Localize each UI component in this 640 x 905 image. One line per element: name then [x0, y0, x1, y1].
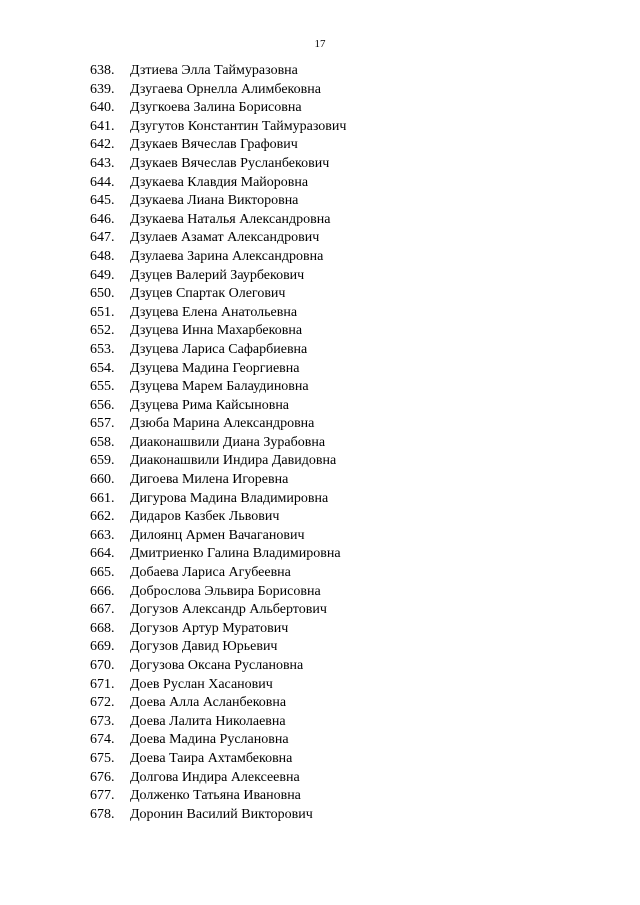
list-item	[0, 248, 640, 267]
entry-number: 646.	[90, 211, 115, 227]
entry-number: 665.	[90, 565, 115, 581]
entry-name: Догузов Артур Муратович	[130, 620, 289, 636]
list-item	[0, 601, 640, 620]
list-item	[0, 360, 640, 379]
entry-number: 649.	[90, 267, 115, 283]
list-item	[0, 508, 640, 527]
entry-number: 641.	[90, 118, 115, 134]
entry-name: Догузов Александр Альбертович	[130, 602, 327, 618]
list-item	[0, 62, 640, 81]
list-item	[0, 174, 640, 193]
entry-number: 643.	[90, 155, 115, 171]
entry-number: 675.	[90, 750, 115, 766]
entry-name: Дзукаев Вячеслав Русланбекович	[130, 155, 330, 171]
entry-name: Дзугкоева Залина Борисовна	[130, 100, 302, 116]
entry-number: 678.	[90, 806, 115, 822]
list-item	[0, 620, 640, 639]
entry-number: 653.	[90, 341, 115, 357]
list-item	[0, 583, 640, 602]
entry-name: Добаева Лариса Агубеевна	[130, 565, 291, 581]
list-item	[0, 118, 640, 137]
entry-name: Дзтиева Элла Таймуразовна	[130, 63, 298, 78]
entry-name: Диаконашвили Индира Давидовна	[130, 453, 337, 469]
list-item	[0, 638, 640, 657]
entry-name: Дзюба Марина Александровна	[130, 416, 315, 432]
entry-name: Догузов Давид Юрьевич	[130, 639, 278, 655]
entry-number: 667.	[90, 602, 115, 618]
list-item	[0, 676, 640, 695]
list-item	[0, 750, 640, 769]
entry-name: Доронин Василий Викторович	[130, 806, 313, 822]
entry-name: Доева Лалита Николаевна	[130, 713, 286, 729]
entry-name: Дзугутов Константин Таймуразович	[130, 118, 347, 134]
list-item	[0, 731, 640, 750]
entry-name: Долгова Индира Алексеевна	[130, 769, 300, 785]
list-item	[0, 806, 640, 825]
entry-number: 638.	[90, 63, 115, 78]
entry-name: Дилоянц Армен Вачаганович	[130, 527, 305, 543]
entry-number: 660.	[90, 472, 115, 488]
list-item	[0, 229, 640, 248]
entry-number: 645.	[90, 193, 115, 209]
entry-number: 652.	[90, 323, 115, 339]
entry-number: 664.	[90, 546, 115, 562]
entry-name: Доев Руслан Хасанович	[130, 676, 273, 692]
list-item	[0, 322, 640, 341]
entry-number: 661.	[90, 490, 115, 506]
list-item	[0, 304, 640, 323]
entry-name: Дзулаева Зарина Александровна	[130, 248, 324, 264]
entry-name: Дигурова Мадина Владимировна	[130, 490, 329, 506]
list-item	[0, 341, 640, 360]
entry-name: Дидаров Казбек Львович	[130, 509, 280, 525]
entry-name: Дзуцев Валерий Заурбекович	[130, 267, 305, 283]
list-item	[0, 694, 640, 713]
entry-number: 656.	[90, 397, 115, 413]
entry-name: Дмитриенко Галина Владимировна	[130, 546, 341, 562]
entry-name: Доева Алла Асланбековна	[130, 695, 287, 711]
entry-name: Дигоева Милена Игоревна	[130, 472, 289, 488]
entry-number: 677.	[90, 788, 115, 804]
entry-name: Дзуцев Спартак Олегович	[130, 286, 286, 302]
list-item	[0, 136, 640, 155]
entry-number: 658.	[90, 434, 115, 450]
entry-name: Дзуцева Лариса Сафарбиевна	[130, 341, 308, 357]
entry-number: 648.	[90, 248, 115, 264]
entry-name: Дзуцева Мадина Георгиевна	[130, 360, 300, 376]
entry-name: Дзукаева Наталья Александровна	[130, 211, 331, 227]
entry-number: 673.	[90, 713, 115, 729]
list-item	[0, 657, 640, 676]
entry-name: Доброслова Эльвира Борисовна	[130, 583, 321, 599]
entry-number: 672.	[90, 695, 115, 711]
entry-number: 657.	[90, 416, 115, 432]
list-item	[0, 192, 640, 211]
entry-number: 640.	[90, 100, 115, 116]
entry-number: 651.	[90, 304, 115, 320]
entry-name: Дзуцева Инна Махарбековна	[130, 323, 303, 339]
entry-number: 639.	[90, 81, 115, 97]
entry-name: Дзугаева Орнелла Алимбековна	[130, 81, 321, 97]
list-item	[0, 527, 640, 546]
entry-name: Дзукаева Лиана Викторовна	[130, 193, 299, 209]
entry-number: 659.	[90, 453, 115, 469]
list-item	[0, 415, 640, 434]
list-item	[0, 769, 640, 788]
entry-number: 654.	[90, 360, 115, 376]
list-item	[0, 564, 640, 583]
name-list	[0, 62, 640, 824]
entry-name: Диаконашвили Диана Зурабовна	[130, 434, 326, 450]
list-item	[0, 81, 640, 100]
entry-number: 666.	[90, 583, 115, 599]
page-number: 17	[314, 38, 326, 50]
entry-number: 663.	[90, 527, 115, 543]
entry-name: Дзукаев Вячеслав Графович	[130, 137, 298, 153]
entry-number: 670.	[90, 658, 115, 673]
list-item	[0, 397, 640, 416]
entry-number: 671.	[90, 676, 115, 692]
list-item	[0, 211, 640, 230]
entry-number: 674.	[90, 732, 115, 748]
entry-name: Догузова Оксана Руслановна	[130, 658, 304, 673]
entry-name: Дзуцева Рима Кайсыновна	[130, 397, 290, 413]
list-item	[0, 787, 640, 806]
list-item	[0, 99, 640, 118]
list-item	[0, 267, 640, 286]
list-item	[0, 155, 640, 174]
entry-number: 642.	[90, 137, 115, 153]
entry-number: 644.	[90, 174, 115, 190]
entry-name: Долженко Татьяна Ивановна	[130, 788, 301, 804]
entry-name: Дзукаева Клавдия Майоровна	[130, 174, 309, 190]
entry-name: Доева Таира Ахтамбековна	[130, 750, 293, 766]
entry-number: 662.	[90, 509, 115, 525]
entry-name: Дзуцева Елена Анатольевна	[130, 304, 298, 320]
list-item	[0, 452, 640, 471]
entry-name: Дзулаев Азамат Александрович	[130, 230, 320, 246]
list-item	[0, 490, 640, 509]
entry-number: 668.	[90, 620, 115, 636]
list-item	[0, 713, 640, 732]
list-item	[0, 434, 640, 453]
entry-number: 669.	[90, 639, 115, 655]
list-item	[0, 285, 640, 304]
list-item	[0, 378, 640, 397]
entry-number: 655.	[90, 379, 115, 395]
entry-number: 676.	[90, 769, 115, 785]
entry-number: 650.	[90, 286, 115, 302]
entry-name: Доева Мадина Руслановна	[130, 732, 289, 748]
list-item	[0, 545, 640, 564]
entry-name: Дзуцева Марем Балаудиновна	[130, 379, 309, 395]
entry-number: 647.	[90, 230, 115, 246]
list-item	[0, 471, 640, 490]
